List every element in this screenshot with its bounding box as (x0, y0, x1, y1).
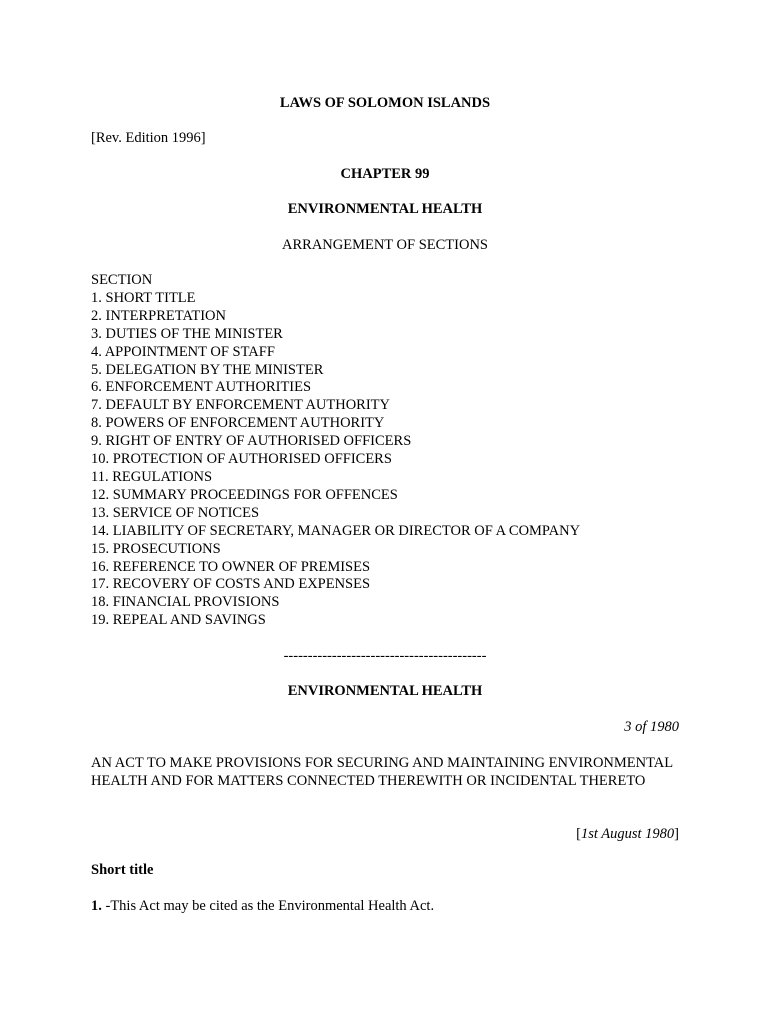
section-list-item: 13. SERVICE OF NOTICES (91, 504, 260, 521)
section-text: -This Act may be cited as the Environmental Health Act. (101, 898, 435, 914)
commencement-close-bracket: ] (674, 826, 679, 842)
chapter-number: CHAPTER 99 (340, 166, 430, 182)
section-list (91, 272, 679, 630)
section-list-item: 11. REGULATIONS (91, 468, 213, 485)
act-title: ENVIRONMENTAL HEALTH (287, 683, 483, 699)
section-list-item: 1. SHORT TITLE (91, 289, 196, 306)
section-list-item: 16. REFERENCE TO OWNER OF PREMISES (91, 558, 371, 575)
divider-line: ------------------------------------------ (283, 648, 487, 664)
arrangement-heading: ARRANGEMENT OF SECTIONS (282, 237, 488, 253)
section-1-paragraph (91, 897, 679, 915)
section-list-item: 4. APPOINTMENT OF STAFF (91, 343, 275, 360)
laws-title: LAWS OF SOLOMON ISLANDS (279, 95, 491, 111)
long-title: AN ACT TO MAKE PROVISIONS FOR SECURING AND MAINTAINING ENVIRONMENTAL HEALTH AND FOR MATTERS CONNECTED THEREWITH OR INCIDENTAL THERETO (91, 755, 673, 789)
section-list-items (91, 290, 679, 630)
section-list-heading: SECTION (91, 272, 153, 288)
commencement-date (91, 825, 679, 843)
section-list-item: 8. POWERS OF ENFORCEMENT AUTHORITY (91, 415, 385, 432)
section-list-item: 5. DELEGATION BY THE MINISTER (91, 361, 324, 378)
section-list-item: 2. INTERPRETATION (91, 307, 226, 324)
commencement-open-bracket: [ (576, 826, 581, 842)
section-number: 1. (91, 898, 102, 914)
section-list-item: 12. SUMMARY PROCEEDINGS FOR OFFENCES (91, 486, 398, 503)
section-list-item: 10. PROTECTION OF AUTHORISED OFFICERS (91, 451, 392, 468)
section-list-item: 6. ENFORCEMENT AUTHORITIES (91, 379, 312, 396)
section-list-item: 14. LIABILITY OF SECRETARY, MANAGER OR DIRECTOR OF A COMPANY (91, 522, 581, 539)
section-heading: Short title (91, 862, 154, 878)
edition-note: [Rev. Edition 1996] (91, 130, 206, 146)
commencement-date-text: 1st August 1980 (580, 826, 675, 842)
section-list-item: 17. RECOVERY OF COSTS AND EXPENSES (91, 576, 371, 593)
section-list-item: 3. DUTIES OF THE MINISTER (91, 325, 283, 342)
section-list-item: 19. REPEAL AND SAVINGS (91, 612, 266, 629)
section-list-item: 7. DEFAULT BY ENFORCEMENT AUTHORITY (91, 397, 391, 414)
section-list-item: 18. FINANCIAL PROVISIONS (91, 594, 280, 611)
section-list-item: 9. RIGHT OF ENTRY OF AUTHORISED OFFICERS (91, 433, 412, 450)
act-number: 3 of 1980 (624, 719, 679, 735)
act-name-heading: ENVIRONMENTAL HEALTH (287, 201, 483, 217)
section-list-item: 15. PROSECUTIONS (91, 540, 221, 557)
